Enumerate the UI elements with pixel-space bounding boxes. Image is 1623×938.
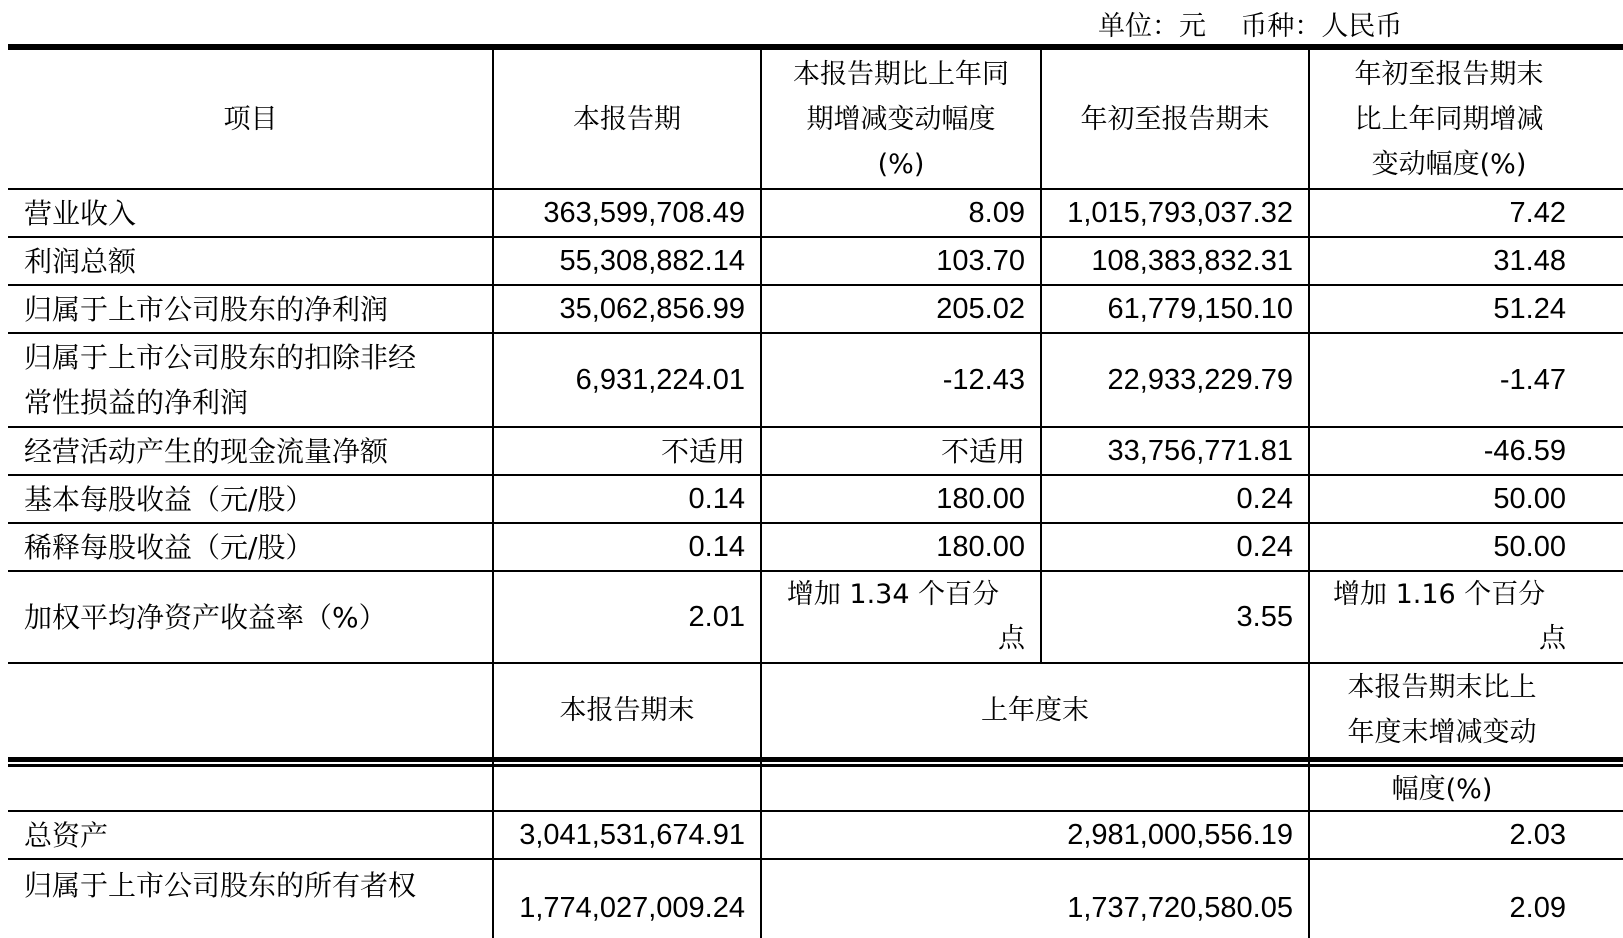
table-row-label — [8, 427, 493, 475]
cell-ytd-text: 1,015,793,037.32 — [1067, 196, 1293, 229]
table-cell-current — [493, 285, 761, 333]
row-label-text-line2: 常性损益的净利润 — [24, 386, 249, 419]
table-cell-current — [493, 571, 761, 663]
cell-ytd-text: 108,383,832.31 — [1091, 244, 1293, 277]
table-cell-current — [493, 237, 761, 285]
table-cell-prior-year-end — [761, 884, 1309, 932]
table-cell-ytd-change — [1309, 285, 1574, 333]
cell-current-text: 6,931,224.01 — [575, 363, 745, 396]
table-cell-prior-year-end — [761, 811, 1309, 859]
header-current — [493, 50, 761, 189]
row-divider — [8, 810, 1623, 812]
cell-current-change-text: 8.09 — [968, 196, 1025, 229]
cell-current-text: 2.01 — [688, 600, 745, 633]
header-current-text: 本报告期 — [573, 104, 681, 135]
header-ytd-change — [1309, 50, 1589, 189]
table-row-label — [8, 285, 493, 333]
table-cell-current — [493, 189, 761, 237]
cell-ytd-change-text: -1.47 — [1499, 363, 1566, 396]
cell-current-change-text: 不适用 — [940, 434, 1025, 468]
cell-prior-year-end-text: 2,981,000,556.19 — [1067, 818, 1293, 851]
cell-ytd-text: 0.24 — [1236, 482, 1293, 515]
table-cell-ytd-change — [1309, 237, 1574, 285]
table-row-label — [8, 523, 493, 571]
table-cell-change — [1309, 811, 1574, 859]
table-cell-current-change — [761, 475, 1041, 523]
cell-ytd-text: 61,779,150.10 — [1107, 292, 1293, 325]
row-label-text: 营业收入 — [24, 196, 137, 230]
table-cell-ytd — [1041, 333, 1309, 427]
cell-ytd-text: 0.24 — [1236, 530, 1293, 563]
table-cell-current — [493, 427, 761, 475]
table-cell-ytd — [1041, 427, 1309, 475]
row-label-text: 总资产 — [24, 818, 109, 852]
row-divider — [8, 858, 1623, 860]
row-label-text: 经营活动产生的现金流量净额 — [24, 434, 389, 468]
table-cell-ytd — [1041, 523, 1309, 571]
row-divider — [8, 570, 1623, 572]
row-divider — [8, 284, 1623, 286]
cell-ytd-change-text: 7.42 — [1509, 196, 1566, 229]
balance-header-change-l2: 年度末增减变动 — [1347, 717, 1537, 748]
cell-current-text: 不适用 — [660, 434, 745, 468]
balance-header-period-end — [493, 663, 761, 757]
table-cell-ytd — [1041, 237, 1309, 285]
section-break-rule — [8, 757, 1623, 762]
table-cell-current-change — [761, 571, 1041, 663]
balance-header-change — [1309, 663, 1575, 757]
header-ytd — [1041, 50, 1309, 189]
cell-note-line2: 点 — [998, 623, 1025, 654]
table-cell-current — [493, 475, 761, 523]
table-cell-current-change — [761, 333, 1041, 427]
column-divider — [760, 50, 762, 938]
cell-current-text: 35,062,856.99 — [559, 292, 745, 325]
balance-header-prior-year-end-text: 上年度末 — [981, 694, 1089, 726]
cell-period-end-text: 3,041,531,674.91 — [519, 818, 745, 851]
header-item — [8, 50, 493, 189]
balance-header-change-l1: 本报告期末比上 — [1347, 672, 1537, 703]
cell-current-change-text: -12.43 — [942, 363, 1025, 396]
header-current-change-l2: 期增减变动幅度 — [806, 104, 996, 135]
column-divider — [1308, 50, 1310, 938]
row-label-text: 归属于上市公司股东的扣除非经 — [24, 341, 417, 374]
balance-header-change-continued — [1309, 767, 1575, 811]
table-row-label — [8, 333, 493, 427]
table-cell-ytd-change — [1309, 333, 1574, 427]
row-divider — [8, 332, 1623, 334]
cell-current-change-text: 103.70 — [936, 244, 1025, 277]
header-current-change-l3: (%) — [877, 149, 925, 180]
row-divider — [8, 236, 1623, 238]
column-divider — [492, 50, 494, 938]
table-row-label — [8, 189, 493, 237]
cell-current-text: 55,308,882.14 — [559, 244, 745, 277]
row-label-text: 基本每股收益（元/股） — [24, 482, 314, 516]
row-divider — [8, 662, 1623, 664]
cell-ytd-text: 33,756,771.81 — [1107, 434, 1293, 467]
cell-period-end-text: 1,774,027,009.24 — [519, 891, 745, 924]
section-break-rule — [8, 764, 1623, 767]
table-cell-ytd — [1041, 285, 1309, 333]
table-cell-ytd-change — [1309, 523, 1574, 571]
cell-ytd-text: 22,933,229.79 — [1107, 363, 1293, 396]
table-row-label — [8, 861, 493, 909]
balance-header-period-end-text: 本报告期末 — [559, 694, 695, 726]
cell-current-change-text: 205.02 — [936, 292, 1025, 325]
cell-change-text: 2.03 — [1509, 818, 1566, 851]
unit-currency-note: 单位：元 币种：人民币 — [1098, 11, 1403, 42]
table-cell-period-end — [493, 884, 761, 932]
table-cell-current-change — [761, 189, 1041, 237]
header-current-change-l1: 本报告期比上年同 — [793, 59, 1009, 90]
table-cell-period-end — [493, 811, 761, 859]
row-divider — [8, 188, 1623, 190]
cell-ytd-change-text: 51.24 — [1493, 292, 1566, 325]
table-cell-current-change — [761, 427, 1041, 475]
balance-header-change-l3: 幅度(%) — [1391, 773, 1493, 805]
header-ytd-change-l3: 变动幅度(%) — [1371, 149, 1527, 180]
row-label-text: 利润总额 — [24, 244, 137, 278]
cell-ytd-change-text: -46.59 — [1483, 434, 1566, 467]
header-current-change — [761, 50, 1041, 189]
row-divider — [8, 522, 1623, 524]
table-cell-ytd-change — [1309, 427, 1574, 475]
column-divider — [1040, 50, 1042, 663]
table-row-label — [8, 475, 493, 523]
cell-current-text: 363,599,708.49 — [543, 196, 745, 229]
row-label-text: 归属于上市公司股东的净利润 — [24, 292, 389, 326]
table-row-label — [8, 571, 493, 663]
cell-note-line1: 增加 1.34 个百分 — [786, 579, 1000, 610]
cell-change-text: 2.09 — [1509, 891, 1566, 924]
row-label-text: 归属于上市公司股东的所有者权 — [24, 868, 417, 902]
cell-current-change-text: 180.00 — [936, 530, 1025, 563]
table-cell-current-change — [761, 523, 1041, 571]
table-cell-current — [493, 523, 761, 571]
header-item-text: 项目 — [223, 104, 278, 135]
table-cell-ytd — [1041, 475, 1309, 523]
cell-prior-year-end-text: 1,737,720,580.05 — [1067, 891, 1293, 924]
table-row-label — [8, 237, 493, 285]
cell-ytd-change-text: 50.00 — [1493, 530, 1566, 563]
table-cell-change — [1309, 884, 1574, 932]
cell-ytd-text: 3.55 — [1236, 600, 1293, 633]
balance-header-prior-year-end — [761, 663, 1309, 757]
header-ytd-change-l2: 比上年同期增减 — [1354, 104, 1544, 135]
row-label-text: 稀释每股收益（元/股） — [24, 530, 314, 564]
table-cell-ytd-change — [1309, 189, 1574, 237]
row-divider — [8, 474, 1623, 476]
cell-current-change-text: 180.00 — [936, 482, 1025, 515]
row-label-text: 加权平均净资产收益率（%） — [24, 600, 387, 634]
table-cell-current-change — [761, 237, 1041, 285]
table-cell-ytd — [1041, 571, 1309, 663]
table-cell-ytd — [1041, 189, 1309, 237]
table-row-label — [8, 811, 493, 859]
cell-current-text: 0.14 — [688, 530, 745, 563]
table-cell-current — [493, 333, 761, 427]
header-ytd-text: 年初至报告期末 — [1080, 104, 1270, 135]
cell-note-line1: 增加 1.16 个百分 — [1333, 579, 1546, 610]
cell-current-text: 0.14 — [688, 482, 745, 515]
row-divider — [8, 426, 1623, 428]
table-cell-ytd-change — [1309, 475, 1574, 523]
table-cell-ytd-change — [1309, 571, 1623, 663]
cell-ytd-change-text: 31.48 — [1493, 244, 1566, 277]
cell-ytd-change-text: 50.00 — [1493, 482, 1566, 515]
table-cell-current-change — [761, 285, 1041, 333]
header-ytd-change-l1: 年初至报告期末 — [1354, 59, 1544, 90]
cell-note-line2: 点 — [1539, 623, 1566, 654]
